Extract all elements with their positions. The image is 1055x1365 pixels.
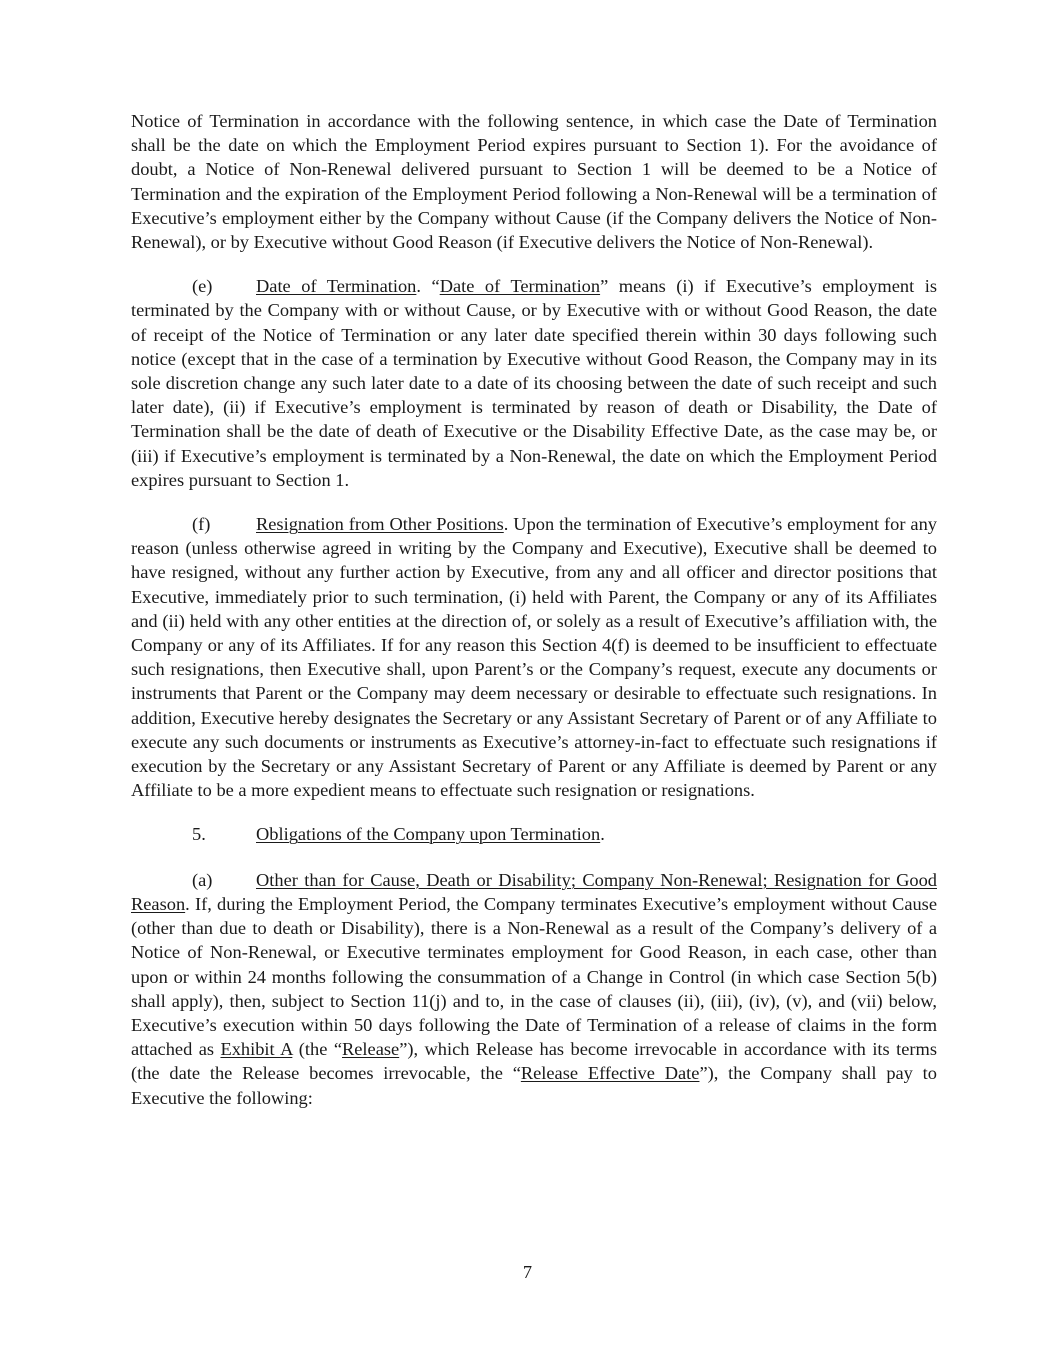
paragraph-text: . Upon the termination of Executive’s employment for any reason (unless otherwise agreed in writing by the Company and Executive), Executive shall be deemed to have resigned, without any further action by Executive, from any and all officer and director positions that Executive, immediately prior to such termination, (i) held with Parent, the Company or any of its Affiliates and (ii) held with any other entities at the direction of, or solely as a result of Executive’s affiliation with, the Company or any of its Affiliates. If for any reason this Section 4(f) is deemed to be insufficient to effectuate such resignations, then Executive shall, upon Parent’s or the Company’s request, execute any documents or instruments that Parent or the Company may deem necessary or desirable to effectuate such resignations. In addition, Executive hereby designates the Secretary or any Assistant Secretary of Parent or of any Affiliate to execute any such documents or instruments as Executive’s attorney-in-fact to effectuate such resignations if execution by the Secretary or any Assistant Secretary of Parent or any Affiliate is deemed by Parent or any Affiliate to be a more expedient means to effectuate such resignation or resignations.: [131, 514, 937, 801]
defined-term-release: Release: [342, 1039, 400, 1060]
subsection-label: (f): [192, 514, 211, 535]
paragraph-date-of-termination: [131, 274, 937, 492]
paragraph-text: . If, during the Employment Period, the Company terminates Executive’s employment without Cause (other than due to death or Disability), there is a Non-Renewal as a result of the Company’s delivery of a Notice of Non-Renewal, or Executive terminates employment for Good Reason, in each case, other than upon or within 24 months following the consummation of a Change in Control (in which case Section 5(b) shall apply), then, subject to Section 11(j) and to, in the case of clauses (ii), (iii), (iv), (v), and (vii) below, Executive’s execution within 50 days following the Date of Termination of a release of claims in the form attached as: [131, 893, 937, 1060]
paragraph-text: ” means (i) if Executive’s employment is terminated by the Company with or without Cause, or by Executive with or without Good Reason, the date of receipt of the Notice of Termination or any later date specified therein within 30 days following such notice (except that in the case of a termination by Executive without Good Reason, the Company may in its sole discretion change any such later date to a date of its choosing between the date of such receipt and such later date), (ii) if Executive’s employment is terminated by reason of death or Disability, the Date of Termination shall be the date of death of Executive or the Disability Effective Date, as the case may be, or (iii) if Executive’s employment is terminated by a Non-Renewal, the date on which the Employment Period expires pursuant to Section 1.: [131, 276, 937, 490]
subsection-heading: Date of Termination: [256, 276, 417, 297]
page-number: 7: [522, 1262, 533, 1282]
section-number: 5.: [192, 824, 206, 845]
paragraph-resignation-from-other-positions: [131, 512, 937, 802]
heading-punct: . “: [416, 276, 440, 297]
document-page: [131, 109, 937, 1130]
section-title-period: .: [600, 824, 605, 845]
subsection-heading: Other than for Cause, Death or Disability; Company Non-Renewal; Resignation for Good Reason: [131, 869, 937, 914]
subsection-heading: Resignation from Other Positions: [256, 514, 504, 535]
paragraph-text: Notice of Termination in accordance with the following sentence, in which case the Date of Termination shall be the date on which the Employment Period expires pursuant to Section 1). For the avoidance of doubt, a Notice of Non-Renewal delivered pursuant to Section 1 will be deemed to be a Notice of Termination and the expiration of the Employment Period following a Non-Renewal will be a termination of Executive’s employment either by the Company without Cause (if the Company delivers the Notice of Non-Renewal), or by Executive without Good Reason (if Executive delivers the Notice of Non-Renewal).: [131, 111, 937, 253]
subsection-label: (a): [192, 869, 213, 890]
paragraph-other-than-for-cause: [131, 868, 937, 1110]
section-title: Obligations of the Company upon Termination: [256, 824, 601, 845]
paragraph-notice-continuation: [131, 109, 937, 254]
paragraph-text: (the “: [292, 1039, 342, 1060]
defined-term: Date of Termination: [439, 276, 601, 297]
defined-term-release-effective-date: Release Effective Date: [520, 1063, 700, 1084]
paragraph-text: ”), the Company shall pay to Executive the following:: [131, 1063, 937, 1108]
section-heading-5: [131, 822, 937, 846]
paragraph-text: ”), which Release has become irrevocable in accordance with its terms (the date the Release becomes irrevocable, the “: [131, 1039, 938, 1084]
exhibit-reference: Exhibit A: [220, 1039, 293, 1060]
subsection-label: (e): [192, 276, 213, 297]
